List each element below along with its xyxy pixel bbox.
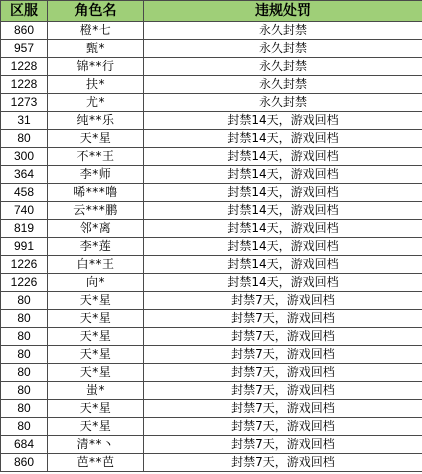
server-cell: 300 <box>1 148 48 166</box>
penalty-cell: 封禁14天，游戏回档 <box>144 202 422 220</box>
table-row <box>1 202 422 220</box>
role-name-cell: 白**王 <box>48 256 144 274</box>
penalty-cell: 永久封禁 <box>144 76 422 94</box>
role-name-cell: 纯**乐 <box>48 112 144 130</box>
table-row <box>1 112 422 130</box>
penalty-cell: 永久封禁 <box>144 58 422 76</box>
role-name-cell: 甄* <box>48 40 144 58</box>
server-cell: 819 <box>1 220 48 238</box>
header-row <box>1 1 422 22</box>
table-row <box>1 166 422 184</box>
penalty-cell: 封禁7天，游戏回档 <box>144 364 422 382</box>
penalty-cell: 封禁7天，游戏回档 <box>144 346 422 364</box>
penalty-cell: 封禁14天，游戏回档 <box>144 166 422 184</box>
penalty-cell: 封禁14天，游戏回档 <box>144 274 422 292</box>
role-name-cell: 天*星 <box>48 418 144 436</box>
penalty-cell: 封禁14天，游戏回档 <box>144 112 422 130</box>
server-cell: 684 <box>1 436 48 454</box>
server-cell: 1226 <box>1 256 48 274</box>
table-row <box>1 328 422 346</box>
penalty-cell: 封禁7天，游戏回档 <box>144 328 422 346</box>
penalty-cell: 封禁7天，游戏回档 <box>144 454 422 472</box>
table-row <box>1 40 422 58</box>
role-name-cell: 扶* <box>48 76 144 94</box>
server-cell: 80 <box>1 292 48 310</box>
penalty-cell: 永久封禁 <box>144 40 422 58</box>
table-row <box>1 184 422 202</box>
table-row <box>1 220 422 238</box>
header-penalty: 违规处罚 <box>144 1 422 22</box>
table-row <box>1 22 422 40</box>
penalty-cell: 封禁14天，游戏回档 <box>144 130 422 148</box>
role-name-cell: 天*星 <box>48 292 144 310</box>
table-row <box>1 274 422 292</box>
server-cell: 80 <box>1 382 48 400</box>
table-row <box>1 436 422 454</box>
table-header <box>1 1 422 22</box>
penalty-cell: 封禁14天，游戏回档 <box>144 220 422 238</box>
server-cell: 80 <box>1 400 48 418</box>
table-row <box>1 148 422 166</box>
server-cell: 458 <box>1 184 48 202</box>
table-row <box>1 382 422 400</box>
penalty-cell: 封禁14天，游戏回档 <box>144 184 422 202</box>
table-row <box>1 346 422 364</box>
table-row <box>1 310 422 328</box>
table-row <box>1 454 422 472</box>
role-name-cell: 向* <box>48 274 144 292</box>
role-name-cell: 橙*七 <box>48 22 144 40</box>
role-name-cell: 李*师 <box>48 166 144 184</box>
role-name-cell: 尤* <box>48 94 144 112</box>
server-cell: 80 <box>1 346 48 364</box>
server-cell: 991 <box>1 238 48 256</box>
role-name-cell: 芭**芭 <box>48 454 144 472</box>
table-row <box>1 400 422 418</box>
penalty-cell: 封禁7天，游戏回档 <box>144 310 422 328</box>
table-row <box>1 130 422 148</box>
header-server: 区服 <box>1 1 48 22</box>
role-name-cell: 云***鹏 <box>48 202 144 220</box>
penalty-cell: 封禁7天，游戏回档 <box>144 292 422 310</box>
role-name-cell: 天*星 <box>48 130 144 148</box>
role-name-cell: 蚩* <box>48 382 144 400</box>
server-cell: 1226 <box>1 274 48 292</box>
penalty-cell: 封禁14天，游戏回档 <box>144 238 422 256</box>
role-name-cell: 清**丶 <box>48 436 144 454</box>
server-cell: 31 <box>1 112 48 130</box>
server-cell: 860 <box>1 22 48 40</box>
server-cell: 1228 <box>1 76 48 94</box>
role-name-cell: 唏***噜 <box>48 184 144 202</box>
role-name-cell: 邻*离 <box>48 220 144 238</box>
penalty-cell: 封禁7天，游戏回档 <box>144 436 422 454</box>
role-name-cell: 不**王 <box>48 148 144 166</box>
penalty-cell: 封禁14天，游戏回档 <box>144 256 422 274</box>
table-row <box>1 292 422 310</box>
penalty-cell: 封禁7天，游戏回档 <box>144 418 422 436</box>
role-name-cell: 天*星 <box>48 400 144 418</box>
server-cell: 80 <box>1 418 48 436</box>
server-cell: 740 <box>1 202 48 220</box>
header-role-name: 角色名 <box>48 1 144 22</box>
server-cell: 1228 <box>1 58 48 76</box>
table-row <box>1 58 422 76</box>
role-name-cell: 天*星 <box>48 310 144 328</box>
server-cell: 80 <box>1 328 48 346</box>
role-name-cell: 李*莲 <box>48 238 144 256</box>
table-row <box>1 238 422 256</box>
table-row <box>1 418 422 436</box>
server-cell: 1273 <box>1 94 48 112</box>
role-name-cell: 天*星 <box>48 346 144 364</box>
server-cell: 80 <box>1 364 48 382</box>
server-cell: 80 <box>1 130 48 148</box>
server-cell: 364 <box>1 166 48 184</box>
server-cell: 957 <box>1 40 48 58</box>
role-name-cell: 天*星 <box>48 364 144 382</box>
penalty-cell: 封禁14天，游戏回档 <box>144 148 422 166</box>
role-name-cell: 锦**行 <box>48 58 144 76</box>
role-name-cell: 天*星 <box>48 328 144 346</box>
penalty-cell: 封禁7天，游戏回档 <box>144 400 422 418</box>
server-cell: 860 <box>1 454 48 472</box>
table-body <box>1 22 422 472</box>
table-row <box>1 364 422 382</box>
penalty-cell: 永久封禁 <box>144 22 422 40</box>
server-cell: 80 <box>1 310 48 328</box>
penalty-cell: 封禁7天，游戏回档 <box>144 382 422 400</box>
table-row <box>1 94 422 112</box>
table-row <box>1 76 422 94</box>
table-row <box>1 256 422 274</box>
penalty-cell: 永久封禁 <box>144 94 422 112</box>
